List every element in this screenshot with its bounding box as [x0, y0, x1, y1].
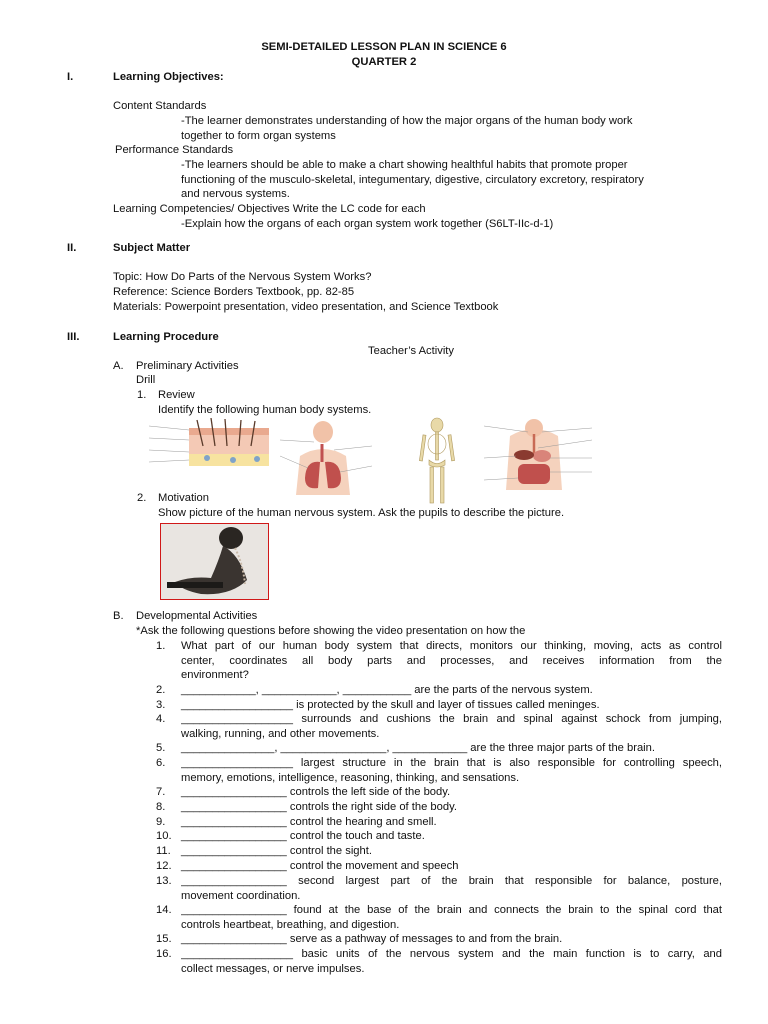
question-number: 12.: [156, 860, 172, 872]
question-text: __________________ largest structure in the brain that is also responsible for controlling speech,: [181, 757, 722, 769]
performance-standards-label: Performance Standards: [115, 144, 234, 156]
list-marker: A.: [113, 360, 124, 372]
competencies-label: Learning Competencies/ Objectives Write the LC code for each: [113, 203, 426, 215]
liver: [514, 450, 534, 460]
question-number: 5.: [156, 742, 166, 754]
performance-standards-text: -The learners should be able to make a chart showing healthful habits that promote proper: [181, 159, 628, 171]
section-2-heading: Subject Matter: [113, 242, 191, 254]
skeletal-system-figure: [411, 417, 463, 507]
label-lines: [149, 426, 189, 462]
question-number: 10.: [156, 830, 172, 842]
desk: [167, 582, 223, 588]
question-text: _________________ controls the right side of the body.: [181, 801, 457, 813]
motivation-instruction: Show picture of the human nervous system. Ask the pupils to describe the picture.: [158, 507, 565, 519]
skin-epidermis: [189, 428, 269, 435]
question-text: memory, emotions, intelligence, reasoning, thinking, and sensations.: [181, 771, 520, 784]
question-text: _________________ control the sight.: [181, 845, 372, 857]
nervous-system-photo: [160, 523, 269, 600]
respiratory-system-figure: [278, 420, 374, 495]
question-text: movement coordination.: [181, 889, 301, 902]
section-3-number: III.: [67, 331, 80, 343]
question-text: __________________ surrounds and cushions the brain and spinal against schock from jumping,: [181, 713, 722, 725]
question-number: 9.: [156, 816, 166, 828]
nervous-system-photo-art: [161, 524, 268, 599]
reference-line: Reference: Science Borders Textbook, pp. 82-85: [113, 286, 355, 298]
section-1-heading: Learning Objectives:: [113, 71, 224, 83]
list-marker: 1.: [137, 389, 147, 401]
developmental-intro: *Ask the following questions before showing the video presentation on how the: [136, 625, 526, 637]
performance-standards-text: functioning of the musculo-skeletal, integumentary, digestive, circulatory excretory, respiratory: [181, 174, 644, 186]
figure-head: [219, 527, 243, 549]
motivation-label: Motivation: [158, 492, 209, 504]
question-number: 13.: [156, 875, 172, 887]
skeleton: [419, 418, 454, 503]
list-marker: B.: [113, 610, 124, 622]
question-text: collect messages, or nerve impulses.: [181, 962, 365, 975]
question-text: environment?: [181, 669, 249, 682]
question-text: _________________ control the hearing and smell.: [181, 816, 437, 828]
question-number: 6.: [156, 757, 166, 769]
stomach: [533, 450, 551, 462]
content-standards-label: Content Standards: [113, 100, 207, 112]
content-standards-text: -The learner demonstrates understanding of how the major organs of the human body work: [181, 115, 633, 127]
question-text: __________________ is protected by the skull and layer of tissues called meninges.: [181, 699, 600, 711]
question-number: 3.: [156, 699, 166, 711]
question-text: center, coordinates all body parts and processes, and receives information from the: [181, 654, 722, 667]
question-text: controls heartbeat, breathing, and digestion.: [181, 918, 400, 931]
topic-line: Topic: How Do Parts of the Nervous System Works?: [113, 271, 372, 283]
question-number: 11.: [156, 845, 171, 857]
question-number: 7.: [156, 786, 166, 798]
intestines: [518, 464, 550, 484]
question-text: _________________ control the touch and taste.: [181, 830, 425, 842]
question-text: _________________ found at the base of the brain and connects the brain to the spinal cord that: [181, 904, 722, 916]
question-text: What part of our human body system that directs, monitors our thinking, moving, acts as control: [181, 640, 722, 652]
question-text: walking, running, and other movements.: [181, 727, 380, 740]
digestive-system-figure: [484, 418, 594, 490]
competencies-text: -Explain how the organs of each organ system work together (S6LT-IIc-d-1): [181, 218, 554, 230]
question-number: 14.: [156, 904, 172, 916]
head: [313, 421, 333, 443]
review-instruction: Identify the following human body systems.: [158, 404, 372, 416]
materials-line: Materials: Powerpoint presentation, video presentation, and Science Textbook: [113, 301, 499, 313]
integumentary-system-figure: [145, 418, 270, 470]
preliminary-activities-heading: Preliminary Activities: [136, 360, 239, 372]
list-marker: 2.: [137, 492, 147, 504]
question-number: 2.: [156, 684, 166, 696]
question-number: 1.: [156, 640, 166, 652]
performance-standards-text: and nervous systems.: [181, 188, 290, 200]
section-3-heading: Learning Procedure: [113, 331, 219, 343]
question-text: _________________ serve as a pathway of messages to and from the brain.: [181, 933, 563, 945]
section-2-number: II.: [67, 242, 77, 254]
question-number: 4.: [156, 713, 166, 725]
document-title: SEMI-DETAILED LESSON PLAN IN SCIENCE 6: [261, 41, 507, 53]
drill-label: Drill: [136, 374, 156, 386]
question-text: _________________ second largest part of the brain that responsible for balance, posture,: [181, 875, 722, 887]
question-number: 8.: [156, 801, 166, 813]
question-text: _________________ control the movement and speech: [181, 860, 459, 872]
section-1-number: I.: [67, 71, 74, 83]
question-number: 15.: [156, 933, 172, 945]
question-text: ____________, ____________, ___________ are the parts of the nervous system.: [181, 684, 593, 696]
content-standards-text: together to form organ systems: [181, 130, 336, 142]
teachers-activity-heading: Teacher’s Activity: [368, 345, 455, 357]
question-text: _________________ controls the left side of the body.: [181, 786, 451, 798]
document-subtitle: QUARTER 2: [351, 56, 417, 68]
question-number: 16.: [156, 948, 172, 960]
question-text: __________________ basic units of the nervous system and the main function is to carry, and: [181, 948, 722, 960]
question-text: _______________, _________________, ____________ are the three major parts of the brain.: [181, 742, 655, 754]
developmental-activities-heading: Developmental Activities: [136, 610, 258, 622]
review-label: Review: [158, 389, 195, 401]
